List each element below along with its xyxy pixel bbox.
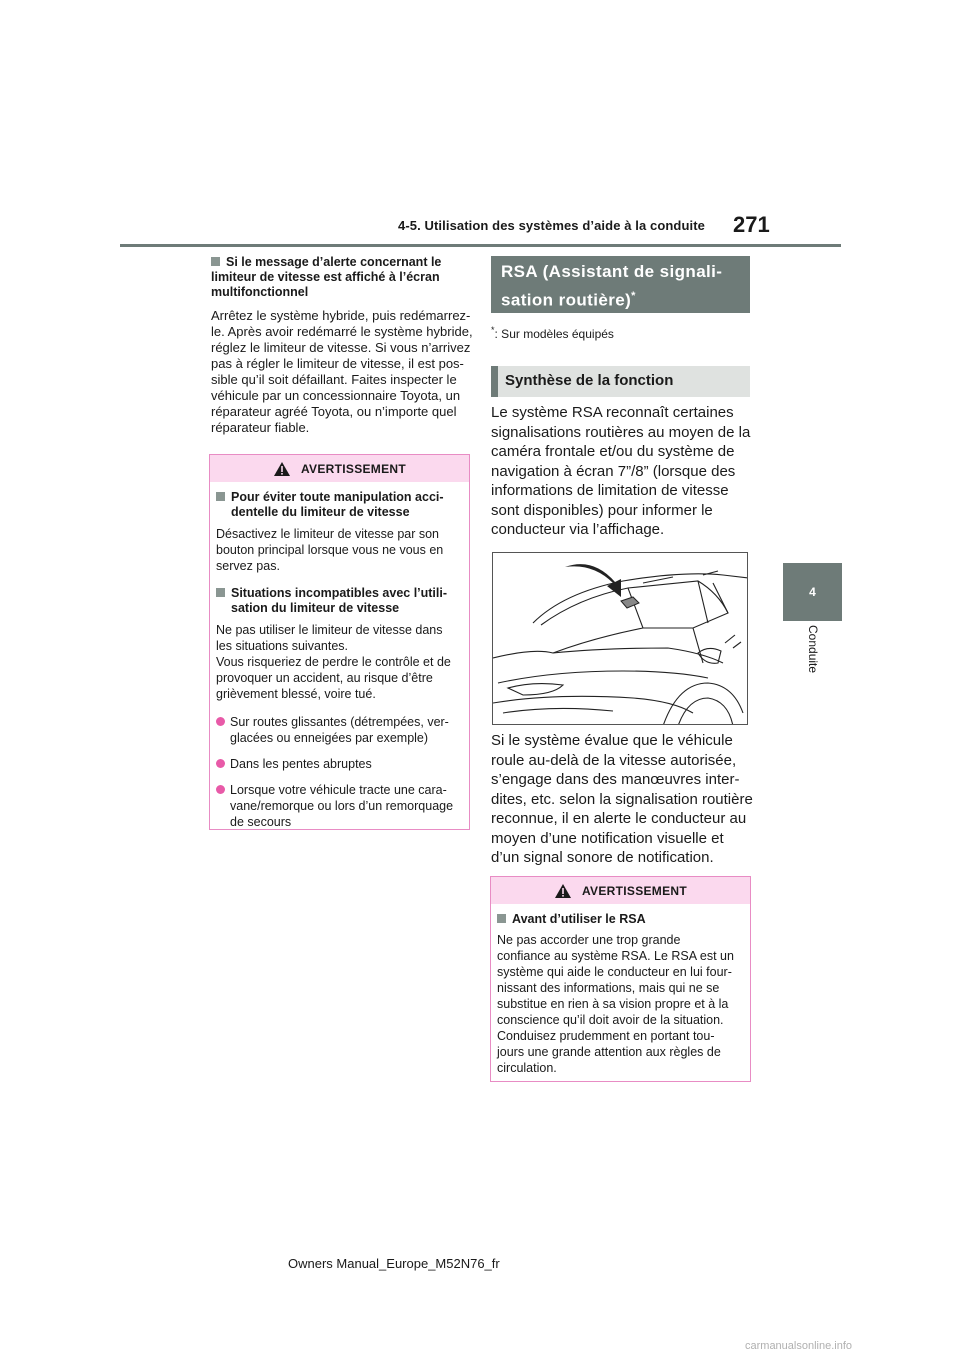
intro-paragraph: [491, 403, 756, 540]
subsection-title: Synthèse de la fonction: [505, 372, 674, 389]
text-line: informations de limitation de vitesse: [491, 482, 729, 499]
dot-bullet-icon: [216, 717, 225, 726]
text-line: véhicule par un concessionnaire Toyota, un: [211, 388, 461, 403]
text-line: réglez le limiteur de vitesse. Si vous n’arrivez: [211, 340, 471, 355]
text-line: Sur routes glissantes (détrempées, ver-: [230, 715, 449, 729]
text-line: Si le système évalue que le véhicule: [491, 732, 733, 749]
text-line: pas à régler le limiteur de vitesse, il est pos-: [211, 356, 464, 371]
text-line: Vous risqueriez de perdre le contrôle et de: [216, 655, 451, 669]
text-line: reconnue, il en alerte le conducteur au: [491, 810, 747, 827]
alert-title: [211, 255, 471, 300]
text-line: Situations incompatibles avec l’utili-: [231, 586, 448, 600]
text-line: servez pas.: [216, 559, 280, 573]
text-line: jours une grande attention aux règles de: [497, 1045, 721, 1059]
text-line: conducteur via l’affichage.: [491, 521, 665, 538]
dot-bullet-icon: [216, 759, 225, 768]
text-line: Ne pas accorder une trop grande: [497, 933, 681, 947]
after-paragraph: [491, 731, 756, 868]
text-line: réparateur fiable.: [211, 420, 310, 435]
warning-heading: AVERTISSEMENT: [581, 883, 688, 898]
text-line: roule au-delà de la vitesse autorisée,: [491, 751, 737, 769]
text-line: sation du limiteur de vitesse: [231, 601, 400, 615]
text-line: grièvement blessé, voire tué.: [216, 687, 376, 701]
text-line: Pour éviter toute manipulation acci-: [231, 490, 444, 504]
alert-paragraph: [211, 308, 476, 436]
bullet-item: [216, 782, 463, 830]
text-line: s’engage dans des manœuvres inter-: [491, 771, 740, 788]
text-line: de secours: [230, 815, 292, 829]
car-windshield-illustration: [493, 553, 748, 725]
footer-text: Owners Manual_Europe_M52N76_fr: [288, 1256, 500, 1271]
text-line: les situations suivantes.: [216, 639, 349, 653]
warning-header: [210, 455, 469, 482]
text-line: dites, etc. selon la signalisation routière: [491, 790, 753, 808]
subsection-bar: [491, 366, 498, 397]
footnote: [491, 325, 614, 341]
text-line: nissant des informations, mais qui ne se: [497, 981, 720, 995]
text-line: caméra frontale et/ou du système de: [491, 443, 735, 460]
footnote-text: : Sur modèles équipés: [494, 327, 614, 341]
text-line: Avant d’utiliser le RSA: [512, 912, 646, 926]
warning-triangle-icon: [273, 461, 291, 477]
warning-item-text: [216, 526, 463, 574]
warning-item-title: [216, 490, 463, 520]
warning-box-right: [490, 876, 751, 1082]
text-line: confiance au système RSA. Le RSA est un: [497, 949, 734, 963]
warning-item-text: [497, 932, 744, 1076]
footnote-marker: *: [491, 325, 495, 335]
chapter-tab: 4: [783, 563, 842, 621]
text-line: glacées ou enneigées par exemple): [230, 731, 429, 745]
square-bullet-icon: [497, 914, 506, 923]
alert-title-text: Si le message d’alerte concernant le limiteur de vitesse est affiché à l’écran multifonctionnel: [211, 255, 442, 299]
text-line: Ne pas utiliser le limiteur de vitesse dans: [216, 623, 443, 637]
watermark: carmanualsonline.info: [745, 1340, 853, 1352]
text-line: système qui aide le conducteur en lui four-: [497, 965, 732, 979]
section-title-line: RSA (Assistant de signali-: [501, 262, 723, 281]
footnote-marker: *: [631, 290, 636, 302]
car-camera-illustration: [492, 552, 748, 725]
chapter-label-text: Conduite: [806, 625, 820, 674]
dot-bullet-icon: [216, 785, 225, 794]
square-bullet-icon: [216, 588, 225, 597]
warning-item-title: [497, 912, 744, 927]
page-number: 271: [733, 212, 770, 237]
subsection-header: [491, 366, 750, 397]
header-rule: [120, 244, 841, 247]
text-line: Dans les pentes abruptes: [230, 757, 372, 771]
text-line: conscience qu’il doit avoir de la situation.: [497, 1013, 724, 1027]
square-bullet-icon: [216, 492, 225, 501]
bullet-item: [216, 714, 463, 746]
warning-item-title: [216, 586, 463, 616]
text-line: circulation.: [497, 1061, 557, 1075]
text-line: signalisations routières au moyen de la: [491, 423, 751, 441]
bullet-item: [216, 756, 463, 772]
text-line: navigation à écran 7”/8” (lorsque des: [491, 462, 736, 480]
text-line: Désactivez le limiteur de vitesse par son: [216, 527, 440, 541]
text-line: moyen d’une notification visuelle et: [491, 829, 724, 847]
warning-item-text: [216, 622, 463, 702]
text-line: substitue en rien à sa vision propre et à la: [497, 997, 729, 1011]
camera-module: [621, 597, 639, 608]
text-line: Le système RSA reconnaît certaines: [491, 404, 734, 421]
section-title-line: sation routière): [501, 290, 632, 310]
text-line: bouton principal lorsque vous ne vous en: [216, 543, 444, 557]
text-line: Conduisez prudemment en portant tou-: [497, 1029, 715, 1043]
running-header-title: 4-5. Utilisation des systèmes d’aide à la conduite: [398, 218, 705, 233]
text-line: dentelle du limiteur de vitesse: [231, 505, 410, 519]
text-line: vane/remorque ou lors d’un remorquage: [230, 799, 454, 813]
text-line: réparateur agréé Toyota, ou n’importe quel: [211, 404, 457, 419]
warning-header: [491, 877, 750, 904]
square-bullet-icon: [211, 257, 220, 266]
warning-triangle-icon: [554, 883, 572, 899]
text-line: Lorsque votre véhicule tracte une cara-: [230, 783, 447, 797]
warning-box-left: [209, 454, 470, 830]
text-line: sible qu’il soit défaillant. Faites inspecter le: [211, 372, 457, 387]
text-line: Arrêtez le système hybride, puis redémarrez-: [211, 308, 471, 323]
chapter-label: [786, 625, 842, 695]
warning-heading: AVERTISSEMENT: [300, 461, 407, 476]
text-line: provoquer un accident, au risque d’être: [216, 671, 433, 685]
text-line: d’un signal sonore de notification.: [491, 849, 714, 866]
text-line: sont disponibles) pour informer le: [491, 501, 713, 519]
section-title: [491, 256, 750, 313]
text-line: le. Après avoir redémarré le système hybride,: [211, 324, 473, 339]
